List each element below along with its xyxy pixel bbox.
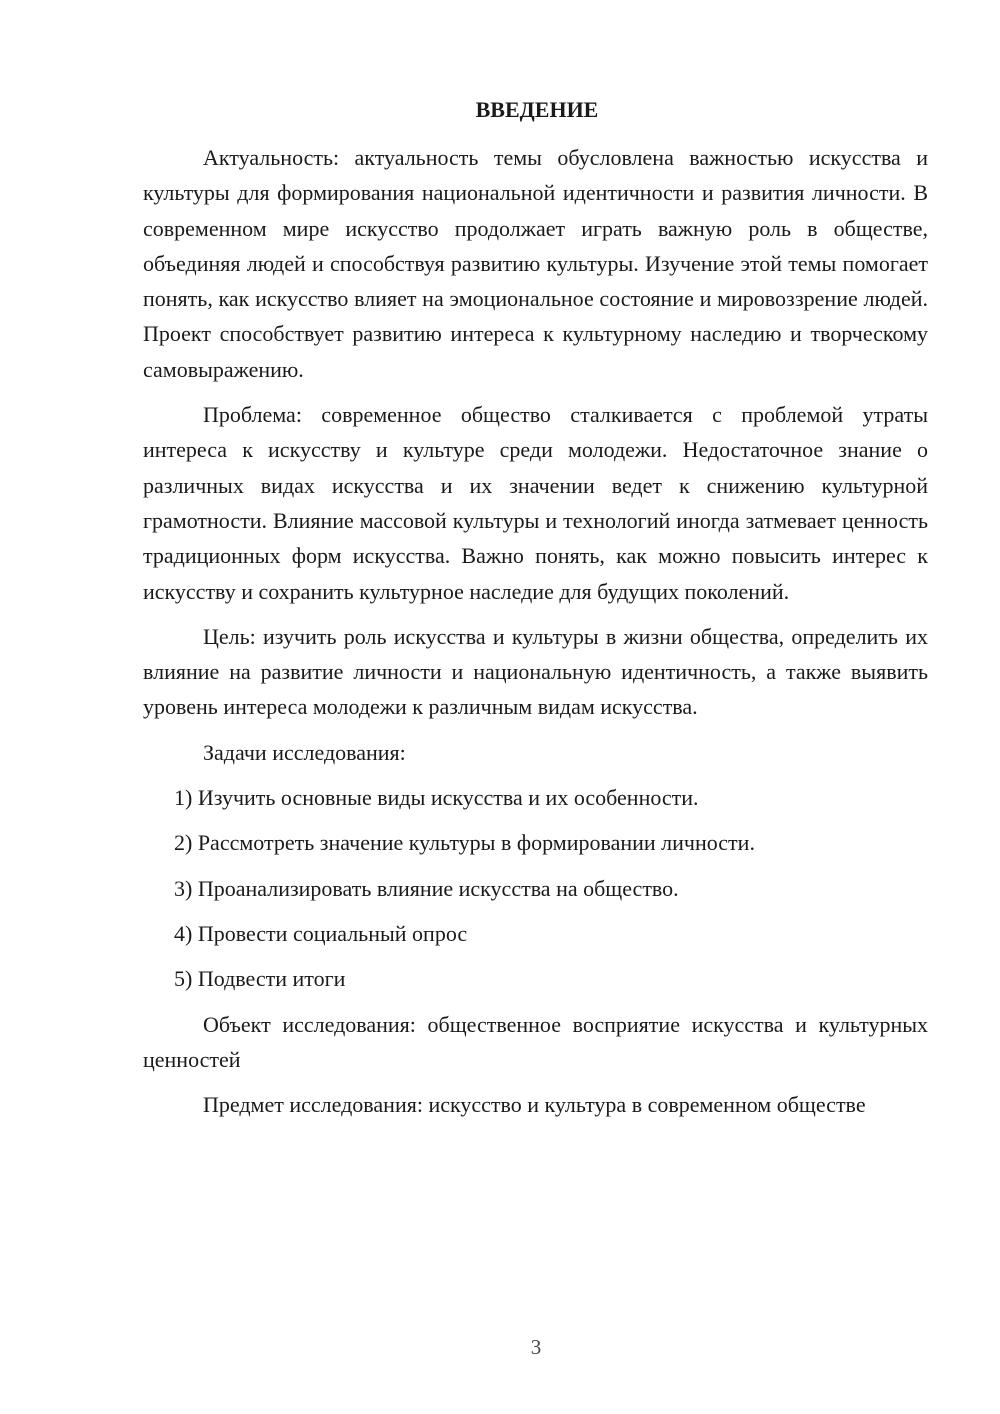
task-item-4: 4) Провести социальный опрос [174, 920, 468, 946]
task-item-1: 1) Изучить основные виды искусства и их особенности. [174, 785, 699, 811]
relevance-paragraph: Актуальность: актуальность темы обусловлена важностью искусства и культуры для формирования национальной идентичности и развития личности. В современном мире искусство продолжает играть важную роль в обществе, объединяя людей и способствуя развитию культуры. Изучение этой темы помогает понять, как искусство влияет на эмоциональное состояние и мировоззрение людей. Проект способствует развитию интереса к культурному наследию и творческому самовыражению. [143, 145, 928, 382]
tasks-heading: Задачи исследования: [203, 739, 406, 765]
page-content [143, 94, 928, 1132]
problem-paragraph: Проблема: современное общество сталкивается с проблемой утраты интереса к искусству и культуре среди молодежи. Недостаточное знание о различных видах искусства и их значении ведет к снижению культурной грамотности. Влияние массовой культуры и технологий иногда затмевает ценность традиционных форм искусства. Важно понять, как можно повысить интерес к искусству и сохранить культурное наследие для будущих поколений. [143, 402, 928, 604]
section-title: ВВЕДЕНИЕ [475, 97, 599, 122]
task-item-5: 5) Подвести итоги [174, 966, 346, 992]
page-number: 3 [530, 1335, 542, 1359]
task-item-3: 3) Проанализировать влияние искусства на общество. [174, 875, 679, 901]
goal-paragraph: Цель: изучить роль искусства и культуры в жизни общества, определить их влияние на развитие личности и национальную идентичность, а также выявить уровень интереса молодежи к различным видам искусства. [143, 623, 928, 720]
task-item-2: 2) Рассмотреть значение культуры в формировании личности. [174, 830, 755, 856]
tasks-list [143, 780, 928, 996]
subject-paragraph: Предмет исследования: искусство и культура в современном обществе [203, 1092, 866, 1118]
object-paragraph: Объект исследования: общественное восприятие искусства и культурных ценностей [143, 1011, 928, 1072]
